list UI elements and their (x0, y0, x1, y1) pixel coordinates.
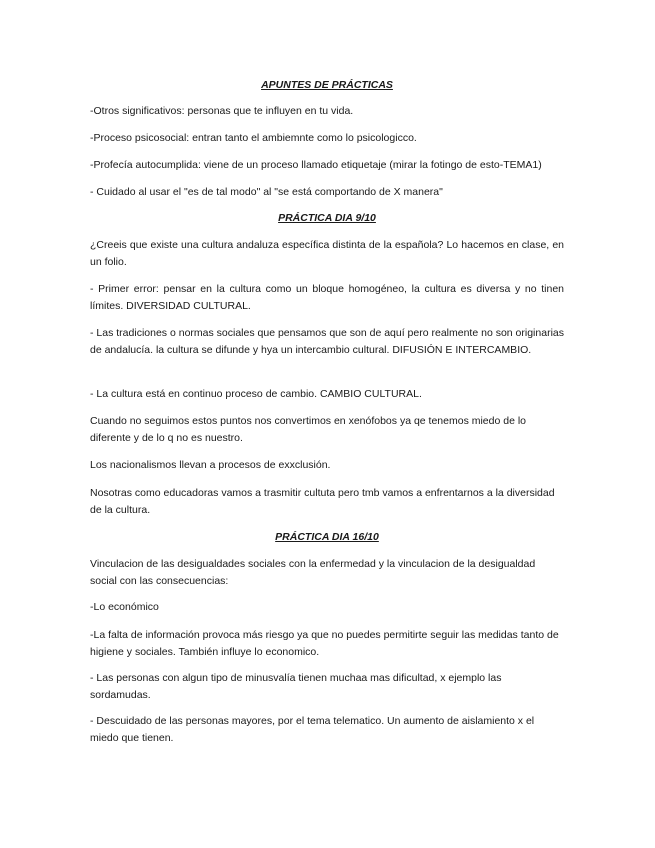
paragraph-profecia: -Profecía autocumplida: viene de un proceso llamado etiquetaje (mirar la fotingo de esto-TEMA1) (90, 159, 542, 171)
paragraph-falta-informacion: -La falta de información provoca más riesgo ya que no puedes permitirte seguir las medidas tanto de higiene y sociales. También influye lo economico. (90, 629, 559, 658)
paragraph-tradiciones: - Las tradiciones o normas sociales que pensamos que son de aquí pero realmente no son originarias de andalucía. la cultura se difunde y hya un intercambio cultural. DIFUSIÓN E INTERCAMBIO. (90, 327, 564, 356)
paragraph-cambio-cultural: - La cultura está en continuo proceso de cambio. CAMBIO CULTURAL. (90, 388, 422, 400)
paragraph-xenofobos: Cuando no seguimos estos puntos nos convertimos en xenófobos ya qe tenemos miedo de lo diferente y de lo q no es nuestro. (90, 415, 527, 444)
paragraph-cuidado: - Cuidado al usar el "es de tal modo" al "se está comportando de X manera" (90, 186, 443, 198)
paragraph-vinculacion: Vinculacion de las desigualdades sociales con la enfermedad y la vinculacion de la desigualdad social con las consecuencias: (90, 558, 536, 587)
paragraph-proceso-psicosocial: -Proceso psicosocial: entran tanto el ambiemnte como lo psicologicco. (90, 132, 417, 144)
paragraph-educadoras: Nosotras como educadoras vamos a trasmitir cultuta pero tmb vamos a enfrentarnos a la diversidad de la cultura. (90, 487, 555, 516)
section-title-practica-9-10: PRÁCTICA DIA 9/10 (278, 212, 376, 224)
paragraph-minusvalia: - Las personas con algun tipo de minusvalía tienen muchaa mas dificultad, x ejemplo las sordamudas. (90, 672, 502, 701)
paragraph-nacionalismos: Los nacionalismos llevan a procesos de exxclusión. (90, 459, 331, 471)
paragraph-lo-economico: -Lo económico (90, 601, 159, 613)
paragraph-personas-mayores: - Descuidado de las personas mayores, por el tema telematico. Un aumento de aislamiento x el miedo que tienen. (90, 715, 535, 744)
paragraph-primer-error: - Primer error: pensar en la cultura como un bloque homogéneo, la cultura es diversa y no tinen límites. DIVERSIDAD CULTURAL. (90, 283, 564, 312)
section-title-apuntes: APUNTES DE PRÁCTICAS (261, 79, 393, 91)
paragraph-otros-significativos: -Otros significativos: personas que te influyen en tu vida. (90, 105, 354, 117)
section-title-practica-16-10: PRÁCTICA DIA 16/10 (275, 531, 379, 543)
paragraph-pregunta-cultura: ¿Creeis que existe una cultura andaluza específica distinta de la española? Lo hacemos en clase, en un folio. (90, 239, 564, 268)
